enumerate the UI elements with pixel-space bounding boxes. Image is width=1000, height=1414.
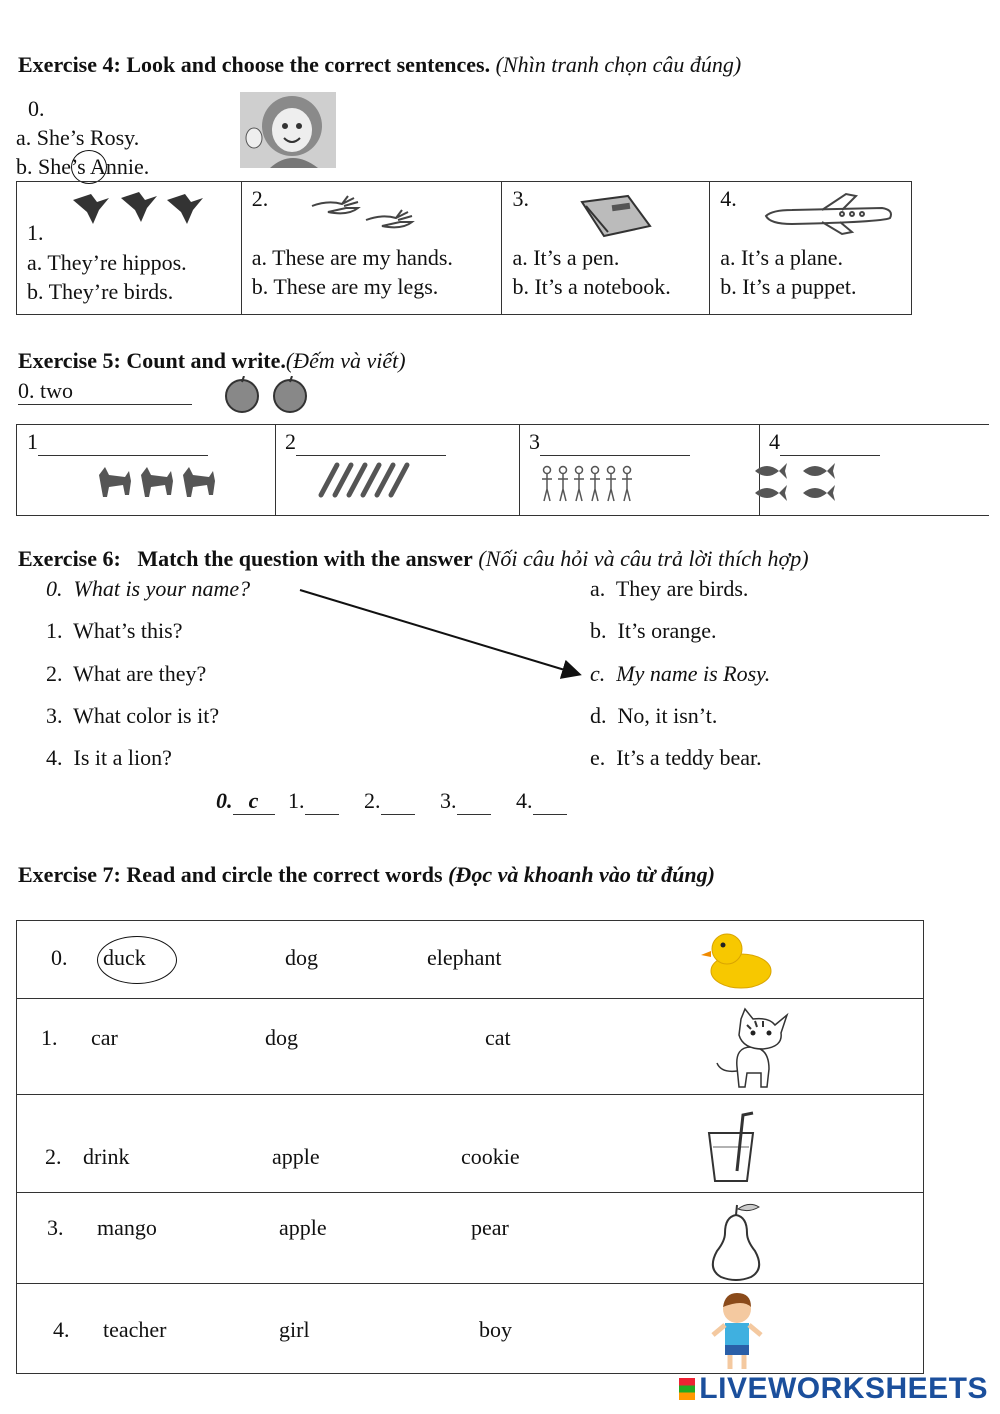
ex4-item-num: 1.: [27, 220, 44, 245]
ex4-subtitle: (Nhìn tranh chọn câu đúng): [495, 52, 742, 77]
ex4-item-3-a: a. It’s a pen.: [512, 245, 620, 270]
ex7-row-1-num: 1.: [41, 1025, 58, 1050]
duck-icon: [701, 927, 773, 991]
ex7-row-0-num: 0.: [51, 945, 68, 970]
cat-icon: [711, 1007, 795, 1091]
ex7-row-2-word-3[interactable]: cookie: [461, 1144, 520, 1169]
ex7-row-4-word-1[interactable]: teacher: [103, 1317, 167, 1342]
ex6-question-1: 1. What’s this?: [46, 618, 183, 643]
ex4-item-num: 4.: [720, 186, 737, 211]
ex7-row-3-num: 3.: [47, 1215, 64, 1240]
ex7-row-3-word-3[interactable]: pear: [471, 1215, 509, 1240]
ex4-item-num: 3.: [512, 186, 529, 211]
ex6-question-2: 2. What are they?: [46, 661, 207, 686]
ex4-title: Exercise 4: Look and choose the correct sentences.: [18, 52, 491, 77]
ex4-example-b: b. She’s Annie.: [16, 154, 150, 179]
ex5-item-4: 4: [769, 429, 880, 456]
ex6-key-blank-3[interactable]: [457, 788, 491, 815]
ex6-key-blank-4[interactable]: [533, 788, 567, 815]
ex7-title: Exercise 7: Read and circle the correct words: [18, 862, 443, 887]
ex6-key-0: c: [233, 788, 275, 815]
ex6-answer-a: a. They are birds.: [590, 576, 749, 601]
ex6-answer-c: c. My name is Rosy.: [590, 661, 771, 686]
ex7-row-1-word-2[interactable]: dog: [265, 1025, 298, 1050]
ex7-row-2-word-2[interactable]: apple: [272, 1144, 320, 1169]
ex6-key-blank-2[interactable]: [381, 788, 415, 815]
ex4-item-num: 2.: [251, 186, 269, 211]
ex7-table: [16, 920, 924, 1374]
ex7-row-0-word-3[interactable]: elephant: [427, 945, 502, 970]
ex5-item-1: 1: [27, 429, 208, 456]
ex7-row-4-word-3[interactable]: boy: [479, 1317, 512, 1342]
ex4-item-4-a: a. It’s a plane.: [720, 245, 843, 270]
ex4-item-1-b: b. They’re birds.: [27, 279, 174, 304]
ex5-item-2: 2: [285, 429, 446, 456]
ex5-title: Exercise 5: Count and write.: [18, 348, 286, 373]
ex7-answer-circle: [97, 936, 177, 984]
ex6-question-4: 4. Is it a lion?: [46, 745, 172, 770]
ex6-key-blank-1[interactable]: [305, 788, 339, 815]
ex4-item-2-b: b. These are my legs.: [251, 274, 439, 299]
ex5-item-3: 3: [529, 429, 690, 456]
ex6-title: Exercise 6: Match the question with the answer: [18, 546, 473, 571]
ex7-subtitle: (Đọc và khoanh vào từ đúng): [448, 862, 715, 887]
ex4-item-1-a: a. They’re hippos.: [27, 250, 187, 275]
ex7-row-2-num: 2.: [45, 1144, 62, 1169]
ex6-answer-b: b. It’s orange.: [590, 618, 717, 643]
ex4-example-a: a. She’s Rosy.: [16, 125, 140, 150]
ex6-question-0: 0. What is your name?: [46, 576, 251, 601]
ex4-example-num: 0.: [28, 96, 45, 121]
ex7-row-3-word-1[interactable]: mango: [97, 1215, 157, 1240]
ex4-item-2-a: a. These are my hands.: [251, 245, 453, 270]
ex6-subtitle: (Nối câu hỏi và câu trả lời thích hợp): [478, 546, 809, 571]
ex5-example-answer: 0. two: [18, 378, 192, 405]
ex7-row-3-word-2[interactable]: apple: [279, 1215, 327, 1240]
ex7-row-0-word-2[interactable]: dog: [285, 945, 318, 970]
ex6-answer-key: 0. c 1. 2. 3. 4.: [216, 788, 567, 815]
drink-icon: [703, 1111, 763, 1185]
ex7-row-1-word-3[interactable]: cat: [485, 1025, 511, 1050]
ex4-item-4-b: b. It’s a puppet.: [720, 274, 857, 299]
ex7-row-4-num: 4.: [53, 1317, 70, 1342]
ex6-question-3: 3. What color is it?: [46, 703, 220, 728]
ex5-subtitle: (Đếm và viết): [285, 348, 406, 373]
ex7-row-1-word-1[interactable]: car: [91, 1025, 118, 1050]
ex4-item-3-b: b. It’s a notebook.: [512, 274, 671, 299]
ex7-heading: [18, 862, 715, 888]
ex6-answer-e: e. It’s a teddy bear.: [590, 745, 762, 770]
ex7-row-4-word-2[interactable]: girl: [279, 1317, 310, 1342]
ex7-row-2-word-1[interactable]: drink: [83, 1144, 130, 1169]
liveworksheets-logo: LIVEWORKSHEETS: [679, 1372, 988, 1406]
ex7-row-0-word-1[interactable]: duck: [103, 945, 146, 970]
logo-mark-icon: [679, 1378, 695, 1400]
ex6-answer-d: d. No, it isn’t.: [590, 703, 718, 728]
boy-icon: [707, 1291, 767, 1373]
pear-icon: [705, 1201, 767, 1281]
